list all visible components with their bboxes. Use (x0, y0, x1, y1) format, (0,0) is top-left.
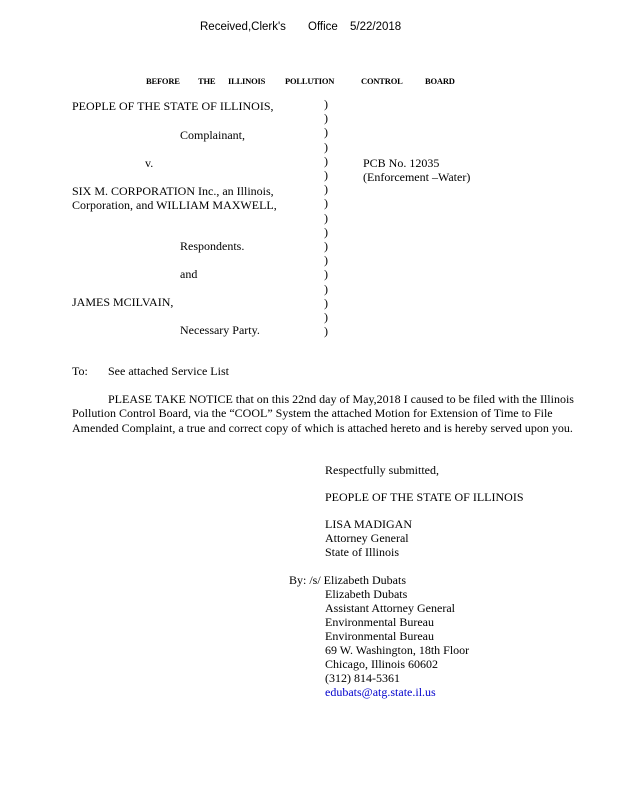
caption-parenthesis-column: ) ) ) ) ) ) ) ) ) ) ) ) ) ) ) ) ) (324, 97, 328, 339)
signature-line: Chicago, Illinois 60602 (325, 657, 438, 671)
signature-ag-name: LISA MADIGAN (325, 517, 412, 531)
signature-people: PEOPLE OF THE STATE OF ILLINOIS (325, 490, 524, 504)
board-header-word: THE (198, 76, 216, 86)
signature-line: Elizabeth Dubats (325, 587, 408, 601)
caption-defendant-line2: Corporation, and WILLIAM MAXWELL, (72, 198, 277, 212)
board-header-word: ILLINOIS (228, 76, 266, 86)
to-text: See attached Service List (108, 364, 229, 378)
clerk-received-stamp: Received,Clerk's (200, 21, 286, 33)
caption-respondents: Respondents. (180, 239, 245, 253)
signature-line: Environmental Bureau (325, 629, 434, 643)
board-header-word: BOARD (425, 76, 455, 86)
caption-defendant-line1: SIX M. CORPORATION Inc., an Illinois, (72, 184, 274, 198)
caption-necessary-party: Necessary Party. (180, 323, 260, 337)
signature-ag-state: State of Illinois (325, 545, 399, 559)
board-header-word: CONTROL (361, 76, 403, 86)
signature-line: Environmental Bureau (325, 615, 434, 629)
signature-by-line: By: /s/ Elizabeth Dubats (289, 573, 406, 587)
caption-and: and (180, 267, 198, 281)
signature-closing: Respectfully submitted, (325, 463, 439, 477)
signature-ag-title: Attorney General (325, 531, 409, 545)
signature-line: 69 W. Washington, 18th Floor (325, 643, 470, 657)
case-type: (Enforcement –Water) (363, 170, 471, 184)
board-header-word: BEFORE (146, 76, 180, 86)
to-label: To: (72, 364, 88, 378)
caption-necessary-party-name: JAMES MCILVAIN, (72, 295, 174, 309)
notice-paragraph (72, 392, 592, 435)
board-header-word: POLLUTION (285, 76, 335, 86)
caption-complainant: Complainant, (180, 128, 245, 142)
case-number: PCB No. 12035 (363, 156, 440, 170)
email-link[interactable]: edubats@atg.state.il.us (325, 685, 436, 699)
signature-block (325, 587, 469, 699)
signature-line: Assistant Attorney General (325, 601, 455, 615)
clerk-date-stamp: 5/22/2018 (350, 21, 402, 33)
clerk-office-stamp: Office (308, 21, 338, 33)
notice-text: PLEASE TAKE NOTICE that on this 22nd day of May,2018 I caused to be filed with the Illinois Pollution Control Board, via the “COOL” System the attached Motion for Extension of Time to File Amended Complaint, a true and correct copy of which is attached hereto and is hereby served upon you. (72, 392, 574, 435)
caption-plaintiff: PEOPLE OF THE STATE OF ILLINOIS, (72, 99, 274, 113)
caption-versus: v. (145, 156, 154, 170)
signature-line: (312) 814-5361 (325, 671, 400, 685)
